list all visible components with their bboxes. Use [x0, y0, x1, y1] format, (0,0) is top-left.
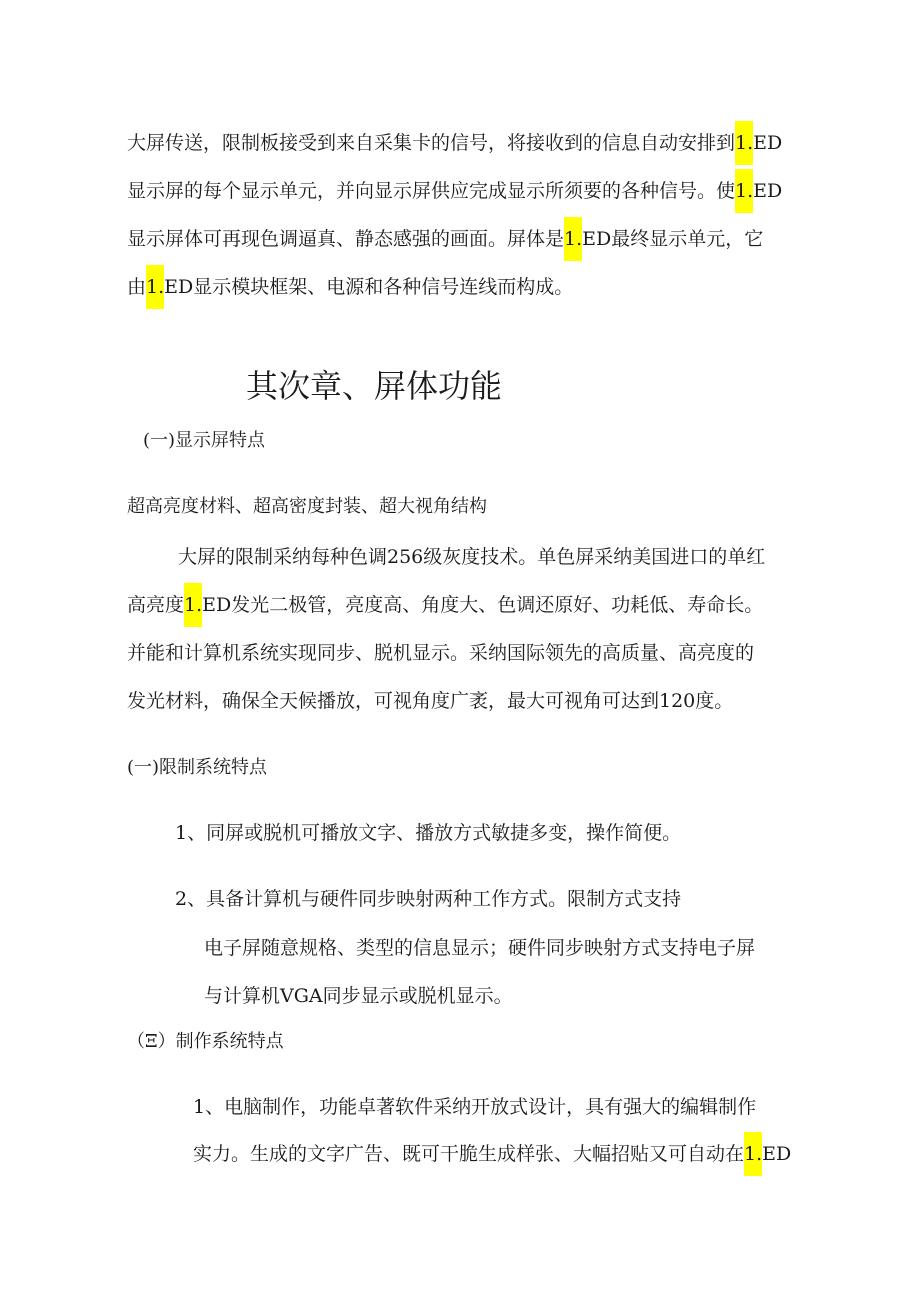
chapter-heading: 其次章、屏体功能: [246, 367, 503, 405]
highlight-mark: 1.: [744, 1132, 762, 1176]
body-line: 发光材料，确保全天候播放，可视角度广袤，最大可视角可达到120度。: [127, 690, 734, 712]
highlight-mark: 1.: [146, 265, 164, 309]
paragraph-line-2: 显示屏的每个显示单元，并向显示屏供应完成显示所须要的各种信号。使1.ED: [127, 178, 782, 204]
body-line: 高亮度1.ED发光二极管，亮度高、角度大、色调还原好、功耗低、寿命长。: [127, 592, 763, 618]
list-item: 2、具备计算机与硬件同步映射两种工作方式。限制方式支持: [175, 888, 682, 910]
paragraph-line-1: 大屏传送，限制板接受到来自采集卡的信号，将接收到的信息自动安排到1.ED: [127, 130, 782, 156]
highlight-mark: 1.: [564, 217, 582, 261]
list-item-continuation: 实力。生成的文字广告、既可干脆生成样张、大幅招贴又可自动在1.ED: [193, 1141, 791, 1167]
body-line: 并能和计算机系统实现同步、脱机显示。采纳国际领先的高质量、高亮度的: [127, 642, 755, 664]
paragraph-line-3: 显示屏体可再现色调逼真、静态感强的画面。屏体是1.ED最终显示单元，它: [127, 226, 763, 252]
section-subtitle: 超高亮度材料、超高密度封装、超大视角结构: [127, 496, 487, 517]
list-item-continuation: 电子屏随意规格、类型的信息显示；硬件同步映射方式支持电子屏: [204, 937, 756, 959]
list-item: 1、电脑制作，功能卓著软件采纳开放式设计，具有强大的编辑制作: [193, 1096, 757, 1118]
highlight-mark: 1.: [735, 121, 753, 165]
highlight-mark: 1.: [735, 169, 753, 213]
section-title-control: (一)限制系统特点: [127, 757, 268, 778]
list-item-continuation: 与计算机VGA同步显示或脱机显示。: [204, 985, 513, 1007]
section-title-display: (一)显示屏特点: [143, 430, 266, 451]
section-title-production: （Ξ）制作系统特点: [127, 1031, 284, 1052]
list-item: 1、同屏或脱机可播放文字、播放方式敏捷多变，操作简便。: [175, 822, 682, 844]
body-line: 大屏的限制采纳每种色调256级灰度技术。单色屏采纳美国进口的单红: [178, 546, 766, 568]
paragraph-line-4: 由1.ED显示模块框架、电源和各种信号连线而构成。: [127, 274, 573, 300]
highlight-mark: 1.: [184, 583, 202, 627]
